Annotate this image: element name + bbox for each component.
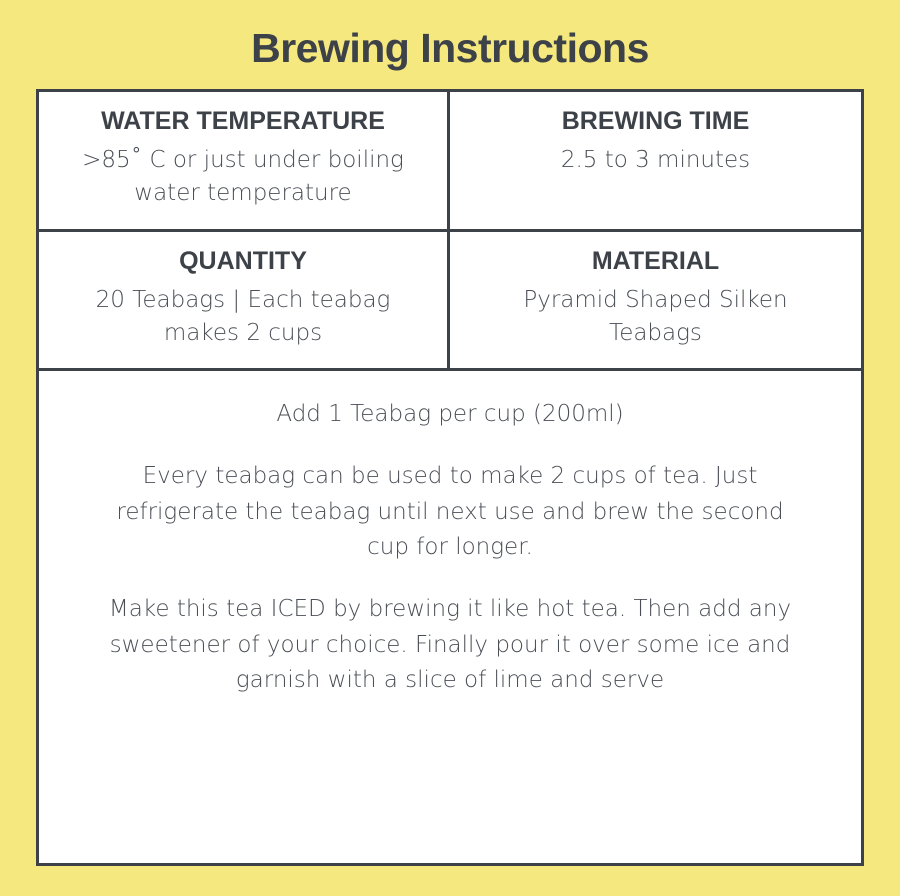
- instructions-table: [36, 89, 864, 866]
- cell-title: WATER TEMPERATURE: [101, 107, 385, 136]
- cell-brewing-time: [450, 92, 861, 229]
- table-row: [39, 232, 861, 372]
- cell-value: 2.5 to 3 minutes: [560, 147, 751, 174]
- page-title: Brewing Instructions: [251, 25, 649, 71]
- cell-material: [450, 232, 861, 369]
- table-row: [39, 92, 861, 232]
- note-reuse: Every teabag can be used to make 2 cups of tea. Just refrigerate the teabag until next use and brew the second cup for longer.: [116, 463, 784, 561]
- note-dosage: Add 1 Teabag per cup (200ml): [276, 401, 624, 428]
- cell-quantity: [39, 232, 450, 369]
- cell-title: QUANTITY: [179, 246, 307, 275]
- cell-title: BREWING TIME: [561, 107, 750, 136]
- notes-section: [39, 371, 861, 863]
- cell-water-temperature: [39, 92, 450, 229]
- cell-value: 20 Teabags | Each teabag makes 2 cups: [95, 286, 391, 347]
- note-iced-tea: Make this tea ICED by brewing it like hot tea. Then add any sweetener of your choice. Finally pour it over some ice and garnish with a slice of lime and serve: [108, 596, 792, 694]
- cell-title: MATERIAL: [591, 246, 720, 275]
- cell-value: Pyramid Shaped Silken Teabags: [523, 286, 788, 347]
- cell-value: >85˚ C or just under boiling water temperature: [82, 147, 404, 207]
